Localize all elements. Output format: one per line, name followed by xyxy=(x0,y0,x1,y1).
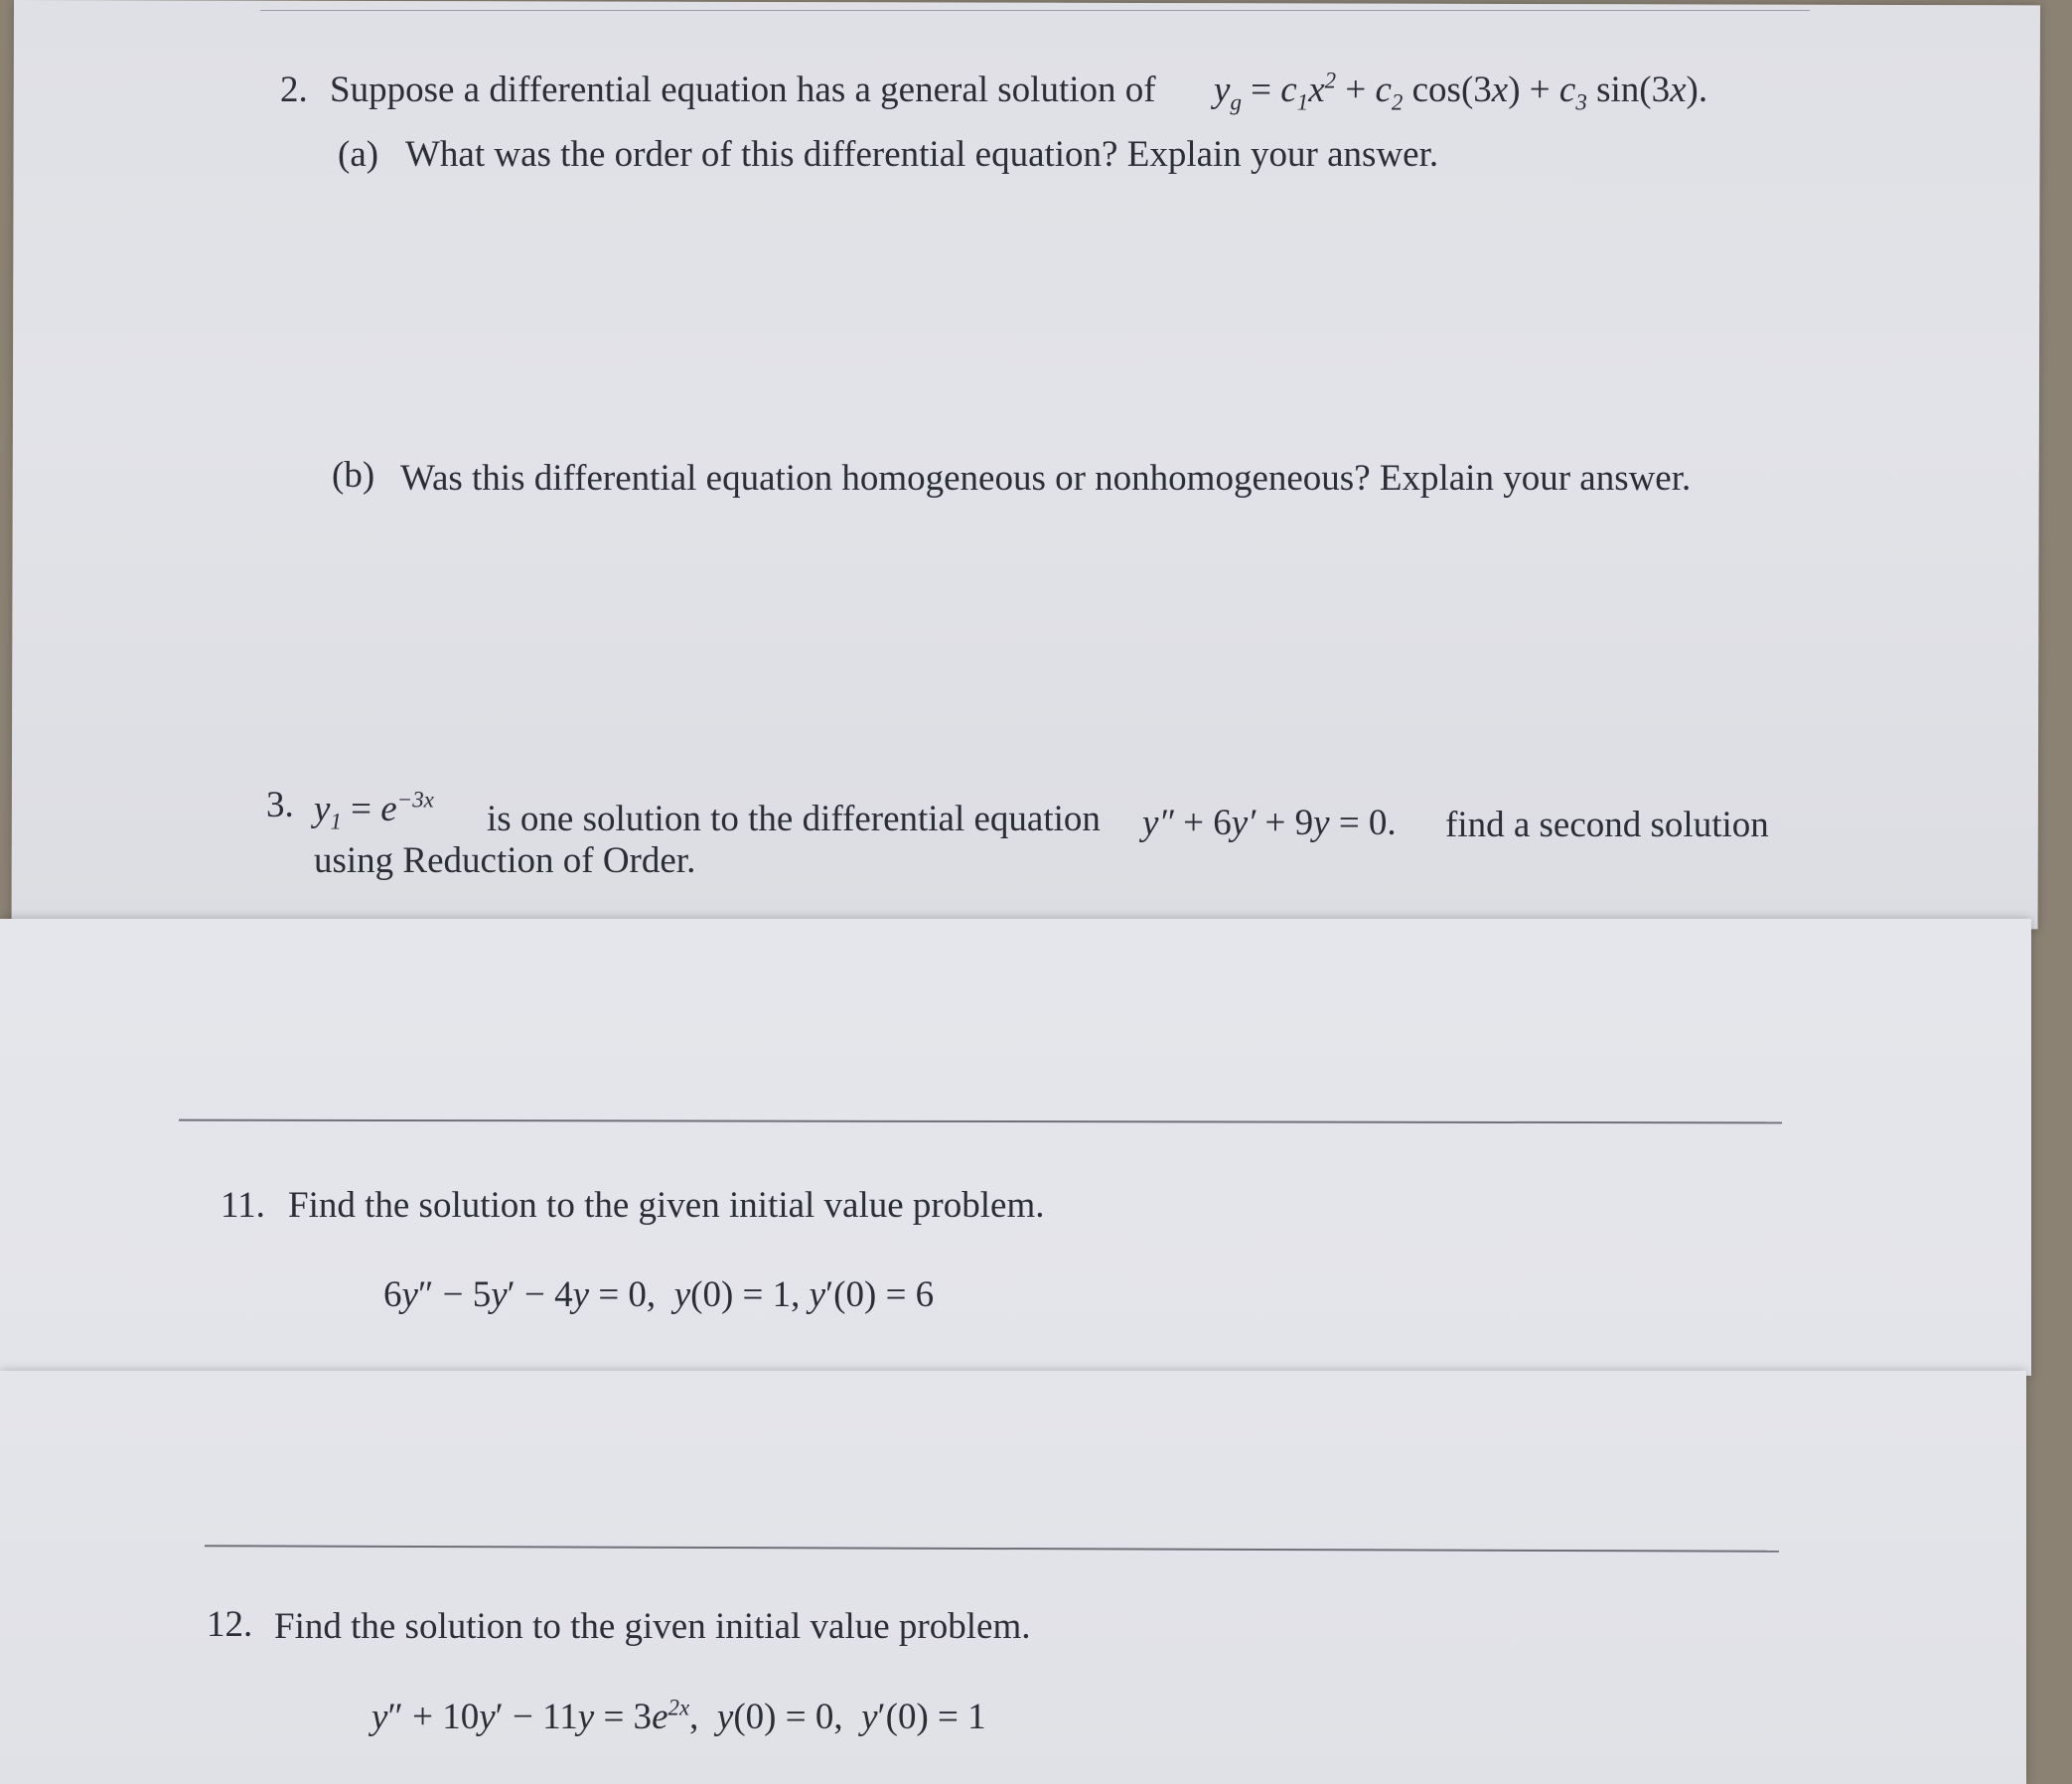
top-rule xyxy=(260,10,1810,11)
worksheet-page-middle xyxy=(0,919,2031,1376)
question-line-2: using Reduction of Order. xyxy=(314,840,696,881)
differential-equation: y″ + 6y′ + 9y = 0. xyxy=(1142,803,1397,843)
initial-value-problem: 6y″ − 5y′ − 4y = 0, y(0) = 1, y′(0) = 6 xyxy=(383,1274,935,1315)
part-a-label: (a) xyxy=(338,134,379,175)
worksheet-page-bottom xyxy=(0,1371,2026,1784)
general-solution-equation: $y_g = c_1x^2 + c_2$ $\cos(3x) + c_3$ sin(3x). xyxy=(1214,68,1708,115)
q12-equation-source xyxy=(0,0,1,1)
question-text-end: find a second solution xyxy=(1445,805,1769,845)
part-a-text: What was the order of this differential equation? Explain your answer. xyxy=(405,134,1439,175)
question-prompt: Find the solution to the given initial value problem. xyxy=(274,1606,1031,1647)
question-number: 3. xyxy=(266,785,294,825)
question-intro: Suppose a differential equation has a general solution of xyxy=(330,70,1156,110)
part-b-label: (b) xyxy=(332,455,375,496)
initial-value-problem: $y'' + 10y' - 11y = 3e^{2x}$, y(0) = 0, y′(0) = 1 xyxy=(371,1695,986,1737)
part-b-text: Was this differential equation homogeneous or nonhomogeneous? Explain your answer. xyxy=(400,458,1692,499)
question-number: 12. xyxy=(207,1604,253,1645)
question-number: 11. xyxy=(221,1185,265,1226)
question-number: 2. xyxy=(280,70,308,110)
question-prompt: Find the solution to the given initial value problem. xyxy=(288,1185,1045,1226)
question-text-middle: is one solution to the differential equation xyxy=(487,799,1101,839)
given-solution: $y_1 = e^{-3x}$ xyxy=(314,787,434,834)
